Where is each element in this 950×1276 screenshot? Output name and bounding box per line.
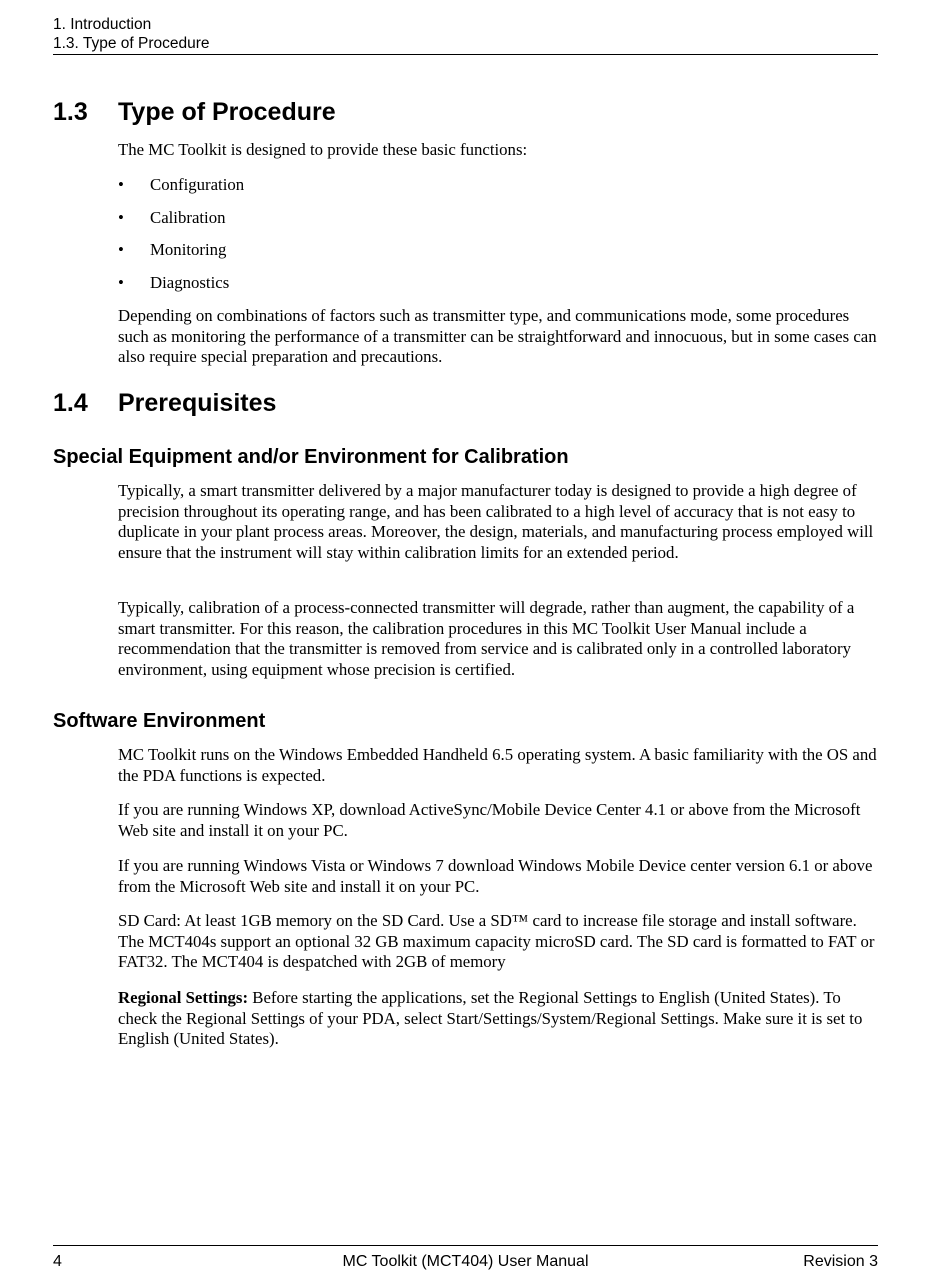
list-item (118, 207, 818, 240)
software-paragraph-2 (118, 800, 878, 841)
list-item-text: Monitoring (150, 240, 227, 260)
section-number: 1.4 (53, 389, 88, 417)
bullet-icon: • (118, 240, 124, 260)
intro-text: The MC Toolkit is designed to provide these basic functions: (118, 140, 528, 159)
list-item (118, 239, 818, 272)
paragraph: Typically, a smart transmitter delivered by a major manufacturer today is designed to provide a high degree of precision throughout its operating range, and has been calibrated to a high level of accuracy that is not easy to duplicate in your plant process areas. Moreover, the design, materials, and manufacturing process employed will ensure that the instrument will stay within calibration limits for an extended period. (118, 481, 874, 562)
footer-rule (53, 1245, 878, 1246)
list-item (118, 272, 818, 305)
regional-settings-text: Before starting the applications, set the Regional Settings to English (United States). To check the Regional Settings of your PDA, select Start/Settings/System/Regional Settings. Make sure it is set to English (United States). (118, 988, 863, 1049)
subsection-calibration-heading: Special Equipment and/or Environment for Calibration (53, 446, 569, 468)
bullet-icon: • (118, 273, 124, 293)
running-header (53, 15, 878, 53)
calibration-paragraph-2 (118, 598, 878, 680)
header-chapter: 1. Introduction (53, 16, 152, 33)
page-footer (53, 1252, 878, 1272)
software-paragraph-3 (118, 856, 878, 897)
section-title: Type of Procedure (118, 98, 336, 126)
bullet-icon: • (118, 207, 124, 227)
software-paragraph-1 (118, 745, 878, 786)
section-1-3-intro (118, 140, 878, 161)
paragraph: SD Card: At least 1GB memory on the SD Card. Use a SD™ card to increase file storage and install software. The MCT404s support an optional 32 GB maximum capacity microSD card. The SD card is formatted to FAT or FAT32. The MCT404 is despatched with 2GB of memory (118, 911, 875, 972)
list-item (118, 174, 818, 207)
paragraph: If you are running Windows Vista or Windows 7 download Windows Mobile Device center version 6.1 or above from the Microsoft Web site and install it on your PC. (118, 856, 873, 896)
section-1-4-heading (53, 388, 276, 418)
functions-list (118, 174, 818, 305)
regional-settings-label: Regional Settings: (118, 988, 249, 1007)
paragraph: Depending on combinations of factors such as transmitter type, and communications mode, some procedures such as monitoring the performance of a transmitter can be straightforward and innocuous, but in some cases can also require special preparation and precautions. (118, 306, 877, 367)
section-1-3-heading (53, 97, 336, 127)
list-item-text: Diagnostics (150, 273, 230, 293)
subsection-software-heading: Software Environment (53, 710, 266, 732)
paragraph: Typically, calibration of a process-connected transmitter will degrade, rather than augment, the capability of a smart transmitter. For this reason, the calibration procedures in this MC Toolkit User Manual include a recommendation that the transmitter is removed from service and is calibrated only in a controlled laboratory environment, using equipment whose precision is certified. (118, 598, 855, 679)
page-number: 4 (53, 1253, 62, 1270)
footer-title: MC Toolkit (MCT404) User Manual (342, 1253, 589, 1270)
list-item-text: Configuration (150, 175, 245, 194)
section-number: 1.3 (53, 98, 88, 126)
list-item-text: Calibration (150, 207, 226, 227)
calibration-paragraph-1 (118, 481, 878, 563)
sd-card-paragraph (118, 911, 878, 973)
paragraph: If you are running Windows XP, download ActiveSync/Mobile Device Center 4.1 or above from the Microsoft Web site and install it on your PC. (118, 800, 861, 840)
bullet-icon: • (118, 175, 124, 194)
header-rule (53, 54, 878, 55)
regional-settings-paragraph (118, 988, 878, 1050)
header-section: 1.3. Type of Procedure (53, 35, 210, 52)
footer-revision: Revision 3 (803, 1253, 878, 1270)
paragraph (118, 988, 878, 1050)
section-title: Prerequisites (118, 389, 277, 417)
section-1-3-paragraph (118, 306, 878, 368)
paragraph: MC Toolkit runs on the Windows Embedded Handheld 6.5 operating system. A basic familiarity with the OS and the PDA functions is expected. (118, 745, 877, 785)
